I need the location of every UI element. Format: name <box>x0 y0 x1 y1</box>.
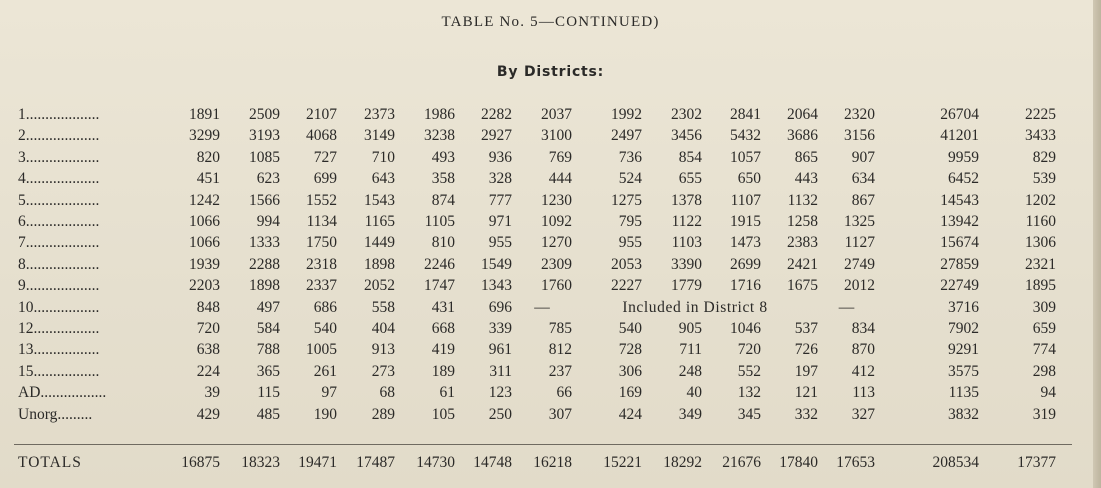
table-cell: 493 <box>431 148 455 166</box>
table-cell: 1270 <box>541 234 572 252</box>
table-row <box>18 382 1056 403</box>
table-cell: 3456 <box>671 127 702 145</box>
table-cell-total: 3716 <box>948 298 979 316</box>
table-cell: 1566 <box>249 191 280 209</box>
table-cell-average: 774 <box>1032 341 1056 359</box>
table-cell: 429 <box>196 405 220 423</box>
table-cell: 412 <box>851 362 875 380</box>
table-row <box>18 275 1056 296</box>
table-cell: 865 <box>794 148 818 166</box>
table-cell: 785 <box>548 320 572 338</box>
table-cell-average: 829 <box>1032 148 1056 166</box>
table-row <box>18 339 1056 360</box>
table-cell-average: 659 <box>1032 320 1056 338</box>
table-cell: 584 <box>256 320 280 338</box>
table-cell: 558 <box>371 298 395 316</box>
table-cell: 349 <box>678 405 702 423</box>
table-cell: 2509 <box>249 106 280 123</box>
table-cell-total: 14543 <box>940 191 979 209</box>
table-cell: 2052 <box>364 277 395 295</box>
table-cell: 39 <box>204 384 220 402</box>
table-cell: 834 <box>851 320 875 338</box>
table-cell: 1057 <box>730 148 761 166</box>
table-cell: 1898 <box>364 255 395 273</box>
table-cell: 2227 <box>611 277 642 295</box>
row-label: 4................... <box>18 170 100 188</box>
totals-cell: 16875 <box>181 454 220 471</box>
totals-table <box>18 452 1056 474</box>
row-label: 13................. <box>18 341 100 359</box>
totals-cell: 17653 <box>836 454 875 471</box>
table-cell: 2373 <box>364 106 395 123</box>
table-cell: 638 <box>196 341 220 359</box>
table-cell: 955 <box>488 234 512 252</box>
table-cell: 261 <box>313 362 337 380</box>
table-cell: 5432 <box>730 127 761 145</box>
grand-average-cell: 17377 <box>1017 454 1056 471</box>
districts-table-body-b <box>18 318 1056 425</box>
table-cell: 4068 <box>306 127 337 145</box>
table-cell: 306 <box>618 362 642 380</box>
table-row <box>18 361 1056 382</box>
table-cell: 97 <box>321 384 337 402</box>
table-cell: 1230 <box>541 191 572 209</box>
table-cell: 2037 <box>541 106 572 123</box>
totals-cell: 14748 <box>473 454 512 471</box>
table-cell: 1915 <box>730 213 761 231</box>
table-cell: 2246 <box>424 255 455 273</box>
table-cell-total: 15674 <box>940 234 979 252</box>
table-cell: 699 <box>313 170 337 188</box>
table-cell: 769 <box>548 148 572 166</box>
table-cell: 1449 <box>364 234 395 252</box>
table-cell: 1132 <box>787 191 818 209</box>
table-cell: 696 <box>488 298 512 316</box>
table-cell: 540 <box>618 320 642 338</box>
row-label: AD................. <box>18 384 107 402</box>
table-cell: 955 <box>618 234 642 252</box>
totals-cell: 16218 <box>533 454 572 471</box>
table-cell-average: 2225 <box>1025 106 1056 123</box>
table-cell: 189 <box>431 362 455 380</box>
table-cell: 115 <box>257 384 280 402</box>
table-cell: 854 <box>678 148 702 166</box>
table-cell: 132 <box>737 384 761 402</box>
table-cell: 3390 <box>671 255 702 273</box>
table-cell: 1275 <box>611 191 642 209</box>
table-row <box>18 125 1056 146</box>
grand-total-cell: 208534 <box>932 454 979 471</box>
table-cell: 1165 <box>364 213 395 231</box>
table-cell: 1992 <box>611 106 642 123</box>
included-note: Included in District 8 <box>622 298 768 316</box>
table-cell: 728 <box>618 341 642 359</box>
table-cell: 711 <box>679 341 702 359</box>
totals-cell: 17487 <box>356 454 395 471</box>
table-cell: 720 <box>196 320 220 338</box>
table-cell: 961 <box>488 341 512 359</box>
table-cell: 2927 <box>481 127 512 145</box>
table-cell-total: 3832 <box>948 405 979 423</box>
table-cell: 1325 <box>844 213 875 231</box>
table-cell-average: 3433 <box>1025 127 1056 145</box>
table-cell: 2282 <box>481 106 512 123</box>
table-cell: 795 <box>618 213 642 231</box>
table-cell: 250 <box>488 405 512 423</box>
table-cell-average: 319 <box>1032 405 1056 423</box>
table-cell: 2699 <box>730 255 761 273</box>
table-cell: 1552 <box>306 191 337 209</box>
table-row <box>18 190 1056 211</box>
table-cell: 307 <box>548 405 572 423</box>
table-cell: 68 <box>379 384 395 402</box>
table-cell: 3100 <box>541 127 572 145</box>
table-cell-total: 9291 <box>948 341 979 359</box>
row-label: 8................... <box>18 255 100 273</box>
table-cell: 105 <box>431 405 455 423</box>
totals-divider <box>14 444 1072 445</box>
table-cell: 66 <box>556 384 572 402</box>
districts-table-body-a <box>18 104 1056 297</box>
table-cell: 1750 <box>306 234 337 252</box>
table-cell: 3238 <box>424 127 455 145</box>
table-cell: 777 <box>488 191 512 209</box>
table-cell: 1473 <box>730 234 761 252</box>
totals-cell: 21676 <box>722 454 761 471</box>
table-cell: 1066 <box>189 213 220 231</box>
table-row <box>18 104 1056 125</box>
table-cell: 3686 <box>787 127 818 145</box>
table-cell: 1939 <box>189 255 220 273</box>
districts-table-row-10-group <box>18 297 1056 318</box>
table-row <box>18 404 1056 425</box>
table-cell-average: 298 <box>1032 362 1056 380</box>
table-cell: 810 <box>431 234 455 252</box>
totals-cell: 18292 <box>663 454 702 471</box>
table-cell: 2749 <box>844 255 875 273</box>
table-cell: 1092 <box>541 213 572 231</box>
table-cell-total: 41201 <box>940 127 979 145</box>
table-cell: 237 <box>548 362 572 380</box>
table-row <box>18 232 1056 253</box>
table-cell: 190 <box>313 405 337 423</box>
totals-cell: 14730 <box>416 454 455 471</box>
row-label: 2................... <box>18 127 100 145</box>
table-cell: 419 <box>431 341 455 359</box>
table-cell: 1343 <box>481 277 512 295</box>
table-row <box>18 211 1056 232</box>
table-cell: 971 <box>488 213 512 231</box>
table-cell: 1891 <box>189 106 220 123</box>
table-row <box>18 147 1056 168</box>
table-cell: 311 <box>489 362 512 380</box>
table-cell: 485 <box>256 405 280 423</box>
table-cell: 727 <box>313 148 337 166</box>
table-cell-average: 539 <box>1032 170 1056 188</box>
table-cell: 686 <box>313 298 337 316</box>
table-cell: 2497 <box>611 127 642 145</box>
table-cell: 289 <box>371 405 395 423</box>
table-cell: 1066 <box>189 234 220 252</box>
table-cell: 994 <box>256 213 280 231</box>
table-cell: 339 <box>488 320 512 338</box>
table-cell: 2064 <box>787 106 818 123</box>
table-cell: 121 <box>794 384 818 402</box>
table-cell: 2107 <box>306 106 337 123</box>
row-label: 5................... <box>18 191 100 209</box>
table-cell: 358 <box>431 170 455 188</box>
table-cell: 328 <box>488 170 512 188</box>
totals-cell: 17840 <box>779 454 818 471</box>
table-cell: 1760 <box>541 277 572 295</box>
table-cell: 540 <box>313 320 337 338</box>
table-cell-total: 7902 <box>948 320 979 338</box>
table-cell: 1085 <box>249 148 280 166</box>
table-cell: 2288 <box>249 255 280 273</box>
table-cell: 867 <box>851 191 875 209</box>
table-cell: 1716 <box>730 277 761 295</box>
table-cell: 3156 <box>844 127 875 145</box>
table-cell: 443 <box>794 170 818 188</box>
table-cell: 710 <box>371 148 395 166</box>
table-cell: 1378 <box>671 191 702 209</box>
table-cell: 2302 <box>671 106 702 123</box>
table-cell: 643 <box>371 170 395 188</box>
table-cell: 40 <box>686 384 702 402</box>
table-cell: 1675 <box>787 277 818 295</box>
totals-cell: 18323 <box>241 454 280 471</box>
table-cell: 365 <box>256 362 280 380</box>
table-cell: 61 <box>439 384 455 402</box>
table-cell-average: 1306 <box>1025 234 1056 252</box>
table-row <box>18 168 1056 189</box>
table-cell: 907 <box>851 148 875 166</box>
table-cell: 874 <box>431 191 455 209</box>
table-cell: 2841 <box>730 106 761 123</box>
table-cell: 332 <box>794 405 818 423</box>
table-cell: 197 <box>794 362 818 380</box>
table-cell: 812 <box>548 341 572 359</box>
table-cell-average: 1202 <box>1025 191 1056 209</box>
table-cell: 248 <box>678 362 702 380</box>
table-cell: 404 <box>371 320 395 338</box>
row-label: 15................. <box>18 362 100 380</box>
table-cell-total: 22749 <box>940 277 979 295</box>
table-cell-total: 6452 <box>948 170 979 188</box>
table-row <box>18 254 1056 275</box>
table-cell: 2053 <box>611 255 642 273</box>
districts-table <box>18 104 1056 425</box>
table-cell: 1103 <box>671 234 702 252</box>
table-cell-average: 2321 <box>1025 255 1056 273</box>
table-cell: 552 <box>737 362 761 380</box>
table-cell-total: 3575 <box>948 362 979 380</box>
table-cell: 1242 <box>189 191 220 209</box>
totals-cell: 15221 <box>603 454 642 471</box>
table-cell: 345 <box>737 405 761 423</box>
table-cell: 1898 <box>249 277 280 295</box>
table-cell: 273 <box>371 362 395 380</box>
row-label: 9................... <box>18 277 100 295</box>
table-cell: 431 <box>431 298 455 316</box>
table-cell: 913 <box>371 341 395 359</box>
totals-label: TOTALS <box>18 454 82 471</box>
table-cell: 327 <box>851 405 875 423</box>
table-cell: 169 <box>618 384 642 402</box>
table-cell: 2320 <box>844 106 875 123</box>
table-cell: 1122 <box>671 213 702 231</box>
table-cell: 848 <box>196 298 220 316</box>
table-cell: 905 <box>678 320 702 338</box>
table-cell: 444 <box>548 170 572 188</box>
table-cell: 3149 <box>364 127 395 145</box>
table-row-district-10 <box>18 297 1056 318</box>
table-cell: 634 <box>851 170 875 188</box>
table-cell: 3299 <box>189 127 220 145</box>
table-cell: 524 <box>618 170 642 188</box>
table-cell-total: 9959 <box>948 148 979 166</box>
row-label: 10................. <box>18 298 100 316</box>
table-cell: 788 <box>256 341 280 359</box>
totals-cell: 19471 <box>298 454 337 471</box>
table-cell: 655 <box>678 170 702 188</box>
totals-row <box>18 452 1056 474</box>
table-cell: 113 <box>852 384 875 402</box>
table-cell-total: 13942 <box>940 213 979 231</box>
table-cell-average: 309 <box>1032 298 1056 316</box>
table-cell-total: 27859 <box>940 255 979 273</box>
table-cell: 726 <box>794 341 818 359</box>
table-cell-total: 26704 <box>940 106 979 123</box>
row-label: 12................. <box>18 320 100 338</box>
table-cell: 1779 <box>671 277 702 295</box>
table-cell-average: 1895 <box>1025 277 1056 295</box>
table-cell: 1127 <box>844 234 875 252</box>
table-cell-average: 1160 <box>1025 213 1056 231</box>
table-cell: 1258 <box>787 213 818 231</box>
row-label: 7................... <box>18 234 100 252</box>
table-cell: 1333 <box>249 234 280 252</box>
table-cell: 2421 <box>787 255 818 273</box>
table-cell: 2383 <box>787 234 818 252</box>
table-cell: 537 <box>794 320 818 338</box>
table-cell-average: 94 <box>1040 384 1056 402</box>
table-cell: 1046 <box>730 320 761 338</box>
table-cell: 451 <box>196 170 220 188</box>
table-cell: 870 <box>851 341 875 359</box>
table-cell: 1134 <box>306 213 337 231</box>
table-cell-total: 1135 <box>948 384 979 402</box>
table-cell: 2012 <box>844 277 875 295</box>
table-cell: 2318 <box>306 255 337 273</box>
dash-cell: — <box>534 298 550 316</box>
table-row <box>18 318 1056 339</box>
table-cell: 1105 <box>424 213 455 231</box>
row-label: 3................... <box>18 148 100 166</box>
row-label: 1................... <box>18 106 100 123</box>
table-cell: 936 <box>488 148 512 166</box>
table-cell: 1543 <box>364 191 395 209</box>
table-cell: 1747 <box>424 277 455 295</box>
table-cell: 720 <box>737 341 761 359</box>
table-cell: 3193 <box>249 127 280 145</box>
table-title: TABLE No. 5—CONTINUED) <box>441 14 660 30</box>
table-cell: 123 <box>488 384 512 402</box>
table-cell: 2337 <box>306 277 337 295</box>
table-cell: 623 <box>256 170 280 188</box>
table-cell: 1107 <box>730 191 761 209</box>
table-cell: 668 <box>431 320 455 338</box>
table-cell: 736 <box>618 148 642 166</box>
row-label: Unorg......... <box>18 405 93 423</box>
row-label: 6................... <box>18 213 100 231</box>
table-cell: 1986 <box>424 106 455 123</box>
table-cell: 497 <box>256 298 280 316</box>
table-cell: 1005 <box>306 341 337 359</box>
table-cell: 820 <box>196 148 220 166</box>
dash-cell: — <box>838 298 855 316</box>
table-cell: 424 <box>618 405 642 423</box>
table-cell: 1549 <box>481 255 512 273</box>
table-cell: 2203 <box>189 277 220 295</box>
table-cell: 224 <box>196 362 220 380</box>
table-subtitle: By Districts: <box>496 64 605 80</box>
table-cell: 650 <box>737 170 761 188</box>
table-cell: 2309 <box>541 255 572 273</box>
